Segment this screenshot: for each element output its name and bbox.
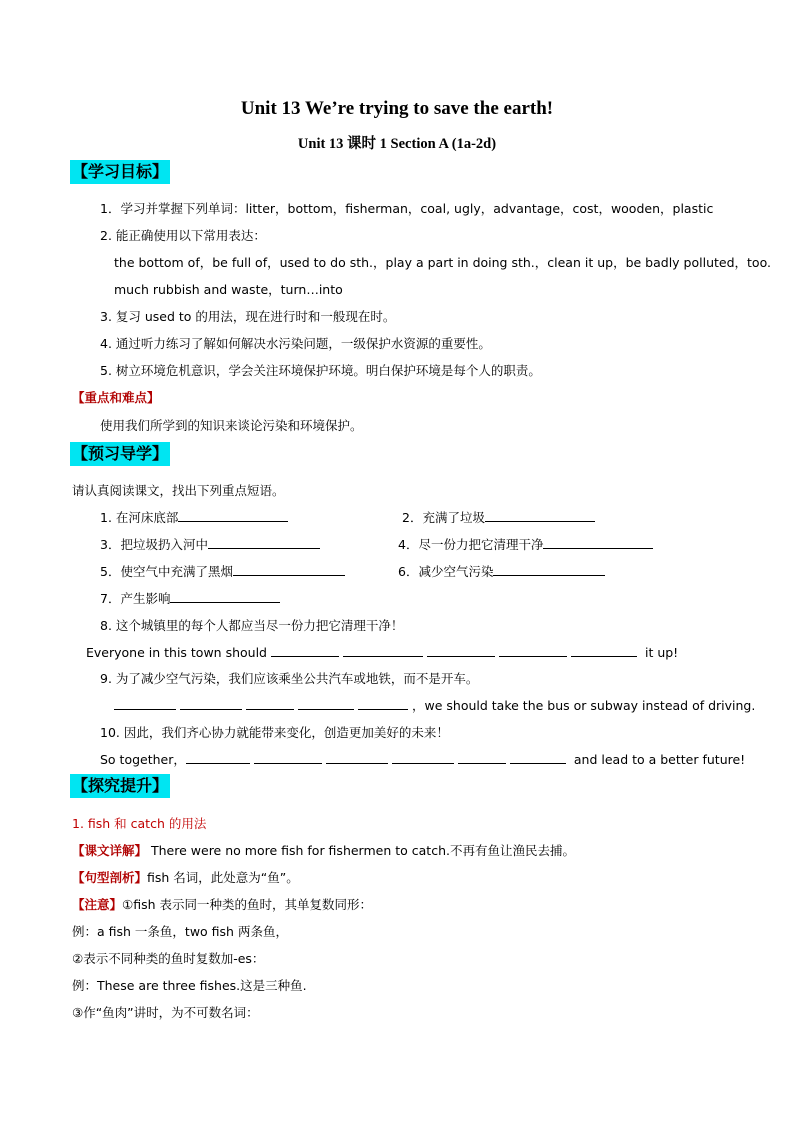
answer-blank[interactable]: [358, 696, 408, 710]
phrase-3: 3．把垃圾扔入河中: [100, 535, 324, 553]
goal-item-4: 4. 通过听力练习了解如何解决水污染问题，一级保护水资源的重要性。: [100, 336, 491, 351]
answer-blank[interactable]: [343, 643, 423, 657]
goal-item-1: 1．学习并掌握下列单词：litter，bottom，fisherman，coal, ugly，advantage，cost，wooden，plastic: [100, 201, 714, 216]
goal-item-2: 2. 能正确使用以下常用表达：: [100, 228, 266, 243]
phrase-6: 6．减少空气污染: [398, 562, 609, 580]
page-title: Unit 13 We’re trying to save the earth!: [240, 98, 554, 119]
answer-blank[interactable]: [246, 696, 294, 710]
answer-blank[interactable]: [254, 750, 322, 764]
example-1: 例：a fish 一条鱼，two fish 两条鱼，: [72, 924, 288, 939]
answer-blank[interactable]: [298, 696, 354, 710]
goal-item-5: 5. 树立环境危机意识，学会关注环境保护环境。明白保护环境是每个人的职责。: [100, 363, 541, 378]
example-2: 例：These are three fishes.这是三种鱼.: [72, 978, 307, 993]
answer-blank[interactable]: [114, 696, 176, 710]
section-explore-heading: 【探究提升】: [70, 774, 170, 798]
answer-blank[interactable]: [186, 750, 250, 764]
sentence-analysis: 【句型剖析】fish 名词，此处意为“鱼”。: [72, 870, 299, 885]
explore-topic: 1. fish 和 catch 的用法: [72, 816, 207, 831]
phrase-7: 7．产生影响: [100, 589, 284, 607]
answer-blank[interactable]: [510, 750, 566, 764]
key-points-heading: 【重点和难点】: [72, 390, 160, 405]
answer-blank[interactable]: [233, 562, 345, 576]
answer-blank[interactable]: [493, 562, 605, 576]
answer-blank[interactable]: [208, 535, 320, 549]
answer-blank[interactable]: [170, 589, 280, 603]
answer-blank[interactable]: [180, 696, 242, 710]
sentence-10-english: So together， and lead to a better future!: [100, 752, 746, 767]
sentence-8-english: Everyone in this town should it up!: [86, 645, 679, 660]
key-points-text: 使用我们所学到的知识来谈论污染和环境保护。: [100, 418, 363, 433]
goal-item-2-line-1: the bottom of，be full of，used to do sth.，play a part in doing sth.，clean it up，be badly polluted，too.: [114, 255, 771, 270]
sentence-9-english: ，we should take the bus or subway instead of driving.: [114, 696, 755, 714]
preview-intro: 请认真阅读课文，找出下列重点短语。: [72, 483, 285, 498]
phrase-4: 4．尽一份力把它清理干净: [398, 535, 657, 553]
answer-blank[interactable]: [571, 643, 637, 657]
answer-blank[interactable]: [499, 643, 567, 657]
rule-2: ②表示不同种类的鱼时复数加-es：: [72, 951, 265, 966]
rule-3: ③作“鱼肉”讲时，为不可数名词：: [72, 1005, 259, 1020]
note: 【注意】①fish 表示同一种类的鱼时，其单复数同形：: [72, 897, 373, 912]
answer-blank[interactable]: [543, 535, 653, 549]
goal-item-2-line-2: much rubbish and waste，turn…into: [114, 282, 343, 297]
phrase-5: 5．使空气中充满了黑烟: [100, 562, 349, 580]
sentence-8-chinese: 8. 这个城镇里的每个人都应当尽一份力把它清理干净！: [100, 618, 404, 633]
answer-blank[interactable]: [178, 508, 288, 522]
answer-blank[interactable]: [485, 508, 595, 522]
sentence-9-chinese: 9. 为了减少空气污染，我们应该乘坐公共汽车或地铁，而不是开车。: [100, 671, 479, 686]
text-explanation: 【课文详解】 There were no more fish for fishermen to catch.不再有鱼让渔民去捕。: [72, 843, 575, 858]
page-subtitle: Unit 13 课时 1 Section A (1a-2d): [297, 136, 497, 152]
phrase-1: 1. 在河床底部: [100, 508, 292, 526]
answer-blank[interactable]: [392, 750, 454, 764]
phrase-2: 2．充满了垃圾: [402, 508, 599, 526]
answer-blank[interactable]: [427, 643, 495, 657]
answer-blank[interactable]: [271, 643, 339, 657]
sentence-10-chinese: 10. 因此，我们齐心协力就能带来变化，创造更加美好的未来！: [100, 725, 449, 740]
answer-blank[interactable]: [458, 750, 506, 764]
section-preview-heading: 【预习导学】: [70, 442, 170, 466]
answer-blank[interactable]: [326, 750, 388, 764]
section-goals-heading: 【学习目标】: [70, 160, 170, 184]
goal-item-3: 3. 复习 used to 的用法，现在进行时和一般现在时。: [100, 309, 396, 324]
